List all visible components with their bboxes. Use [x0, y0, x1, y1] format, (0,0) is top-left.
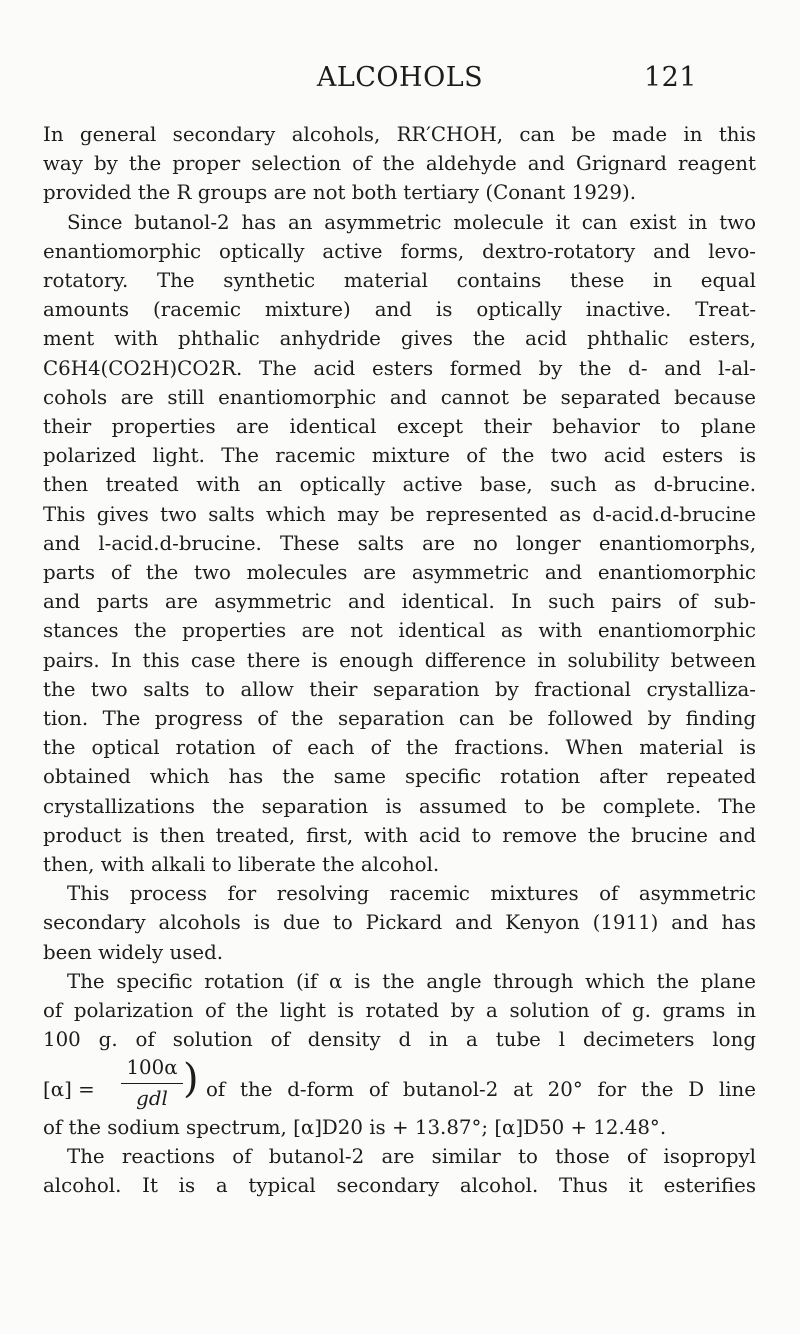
text-block — [43, 120, 756, 1055]
text-line: rotatory. The synthetic material contains these in equal — [43, 269, 756, 293]
chapter-title: ALCOHOLS — [316, 62, 484, 93]
text-line: tion. The progress of the separation can be followed by finding — [43, 707, 756, 731]
formula-denominator: gdl — [136, 1086, 168, 1110]
text-line: The reactions of butanol-2 are similar to those of isopropyl — [67, 1144, 756, 1168]
text-line: Since butanol-2 has an asymmetric molecule it can exist in two — [67, 210, 756, 234]
formula-lhs: [α] = — [43, 1077, 95, 1101]
text-line: the optical rotation of each of the fractions. When material is — [43, 736, 756, 760]
text-line: way by the proper selection of the aldehyde and Grignard reagent — [43, 152, 756, 176]
text-line: This gives two salts which may be represented as d-acid.d-brucine — [43, 502, 756, 526]
formula-paren: ) — [183, 1055, 199, 1102]
specific-rotation-formula — [43, 1057, 756, 1113]
text-line: the two salts to allow their separation by fractional crystalliza- — [43, 677, 756, 701]
formula-numerator: 100α — [121, 1053, 183, 1084]
text-line: 100 g. of solution of density d in a tube l decimeters long — [43, 1028, 756, 1052]
text-line: cohols are still enantiomorphic and cannot be separated because — [43, 385, 756, 409]
text-line: C6H4(CO2H)CO2R. The acid esters formed by the d- and l-al- — [43, 356, 756, 380]
body-text — [43, 120, 756, 1200]
text-line: of the sodium spectrum, [α]D20 is + 13.87°; [α]D50 + 12.48°. — [43, 1115, 667, 1139]
text-line: obtained which has the same specific rotation after repeated — [43, 765, 756, 789]
page-number: 121 — [643, 62, 697, 93]
text-line: their properties are identical except their behavior to plane — [43, 415, 756, 439]
running-header — [0, 62, 800, 102]
text-line: enantiomorphic optically active forms, dextro-rotatory and levo- — [43, 239, 756, 263]
text-line: then, with alkali to liberate the alcohol. — [43, 853, 440, 877]
formula-fraction — [121, 1053, 183, 1113]
text-line: The specific rotation (if α is the angle through which the plane — [67, 969, 756, 993]
text-line: and parts are asymmetric and identical. In such pairs of sub- — [43, 590, 756, 614]
text-line: secondary alcohols is due to Pickard and Kenyon (1911) and has — [43, 911, 756, 935]
text-line: product is then treated, first, with acid to remove the brucine and — [43, 823, 756, 847]
text-line: ment with phthalic anhydride gives the acid phthalic esters, — [43, 327, 756, 351]
text-line: pairs. In this case there is enough difference in solubility between — [43, 648, 756, 672]
text-line: and l-acid.d-brucine. These salts are no longer enantiomorphs, — [43, 531, 756, 555]
text-line: then treated with an optically active base, such as d-brucine. — [43, 473, 756, 497]
text-line: This process for resolving racemic mixtures of asymmetric — [67, 882, 756, 906]
text-line: polarized light. The racemic mixture of the two acid esters is — [43, 444, 756, 468]
text-line: amounts (racemic mixture) and is optically inactive. Treat- — [43, 298, 756, 322]
text-line: parts of the two molecules are asymmetric and enantiomorphic — [43, 561, 756, 585]
text-line: stances the properties are not identical as with enantiomorphic — [43, 619, 756, 643]
text-line: provided the R groups are not both tertiary (Conant 1929). — [43, 181, 636, 205]
text-block-tail — [43, 1113, 756, 1201]
text-line: crystallizations the separation is assumed to be complete. The — [43, 794, 756, 818]
text-line: been widely used. — [43, 940, 224, 964]
text-line: alcohol. It is a typical secondary alcohol. Thus it esterifies — [43, 1173, 756, 1197]
formula-rhs: of the d-form of butanol-2 at 20° for the D line — [206, 1077, 756, 1101]
text-line: of polarization of the light is rotated by a solution of g. grams in — [43, 999, 756, 1023]
text-line: In general secondary alcohols, RR′CHOH, can be made in this — [43, 123, 756, 146]
